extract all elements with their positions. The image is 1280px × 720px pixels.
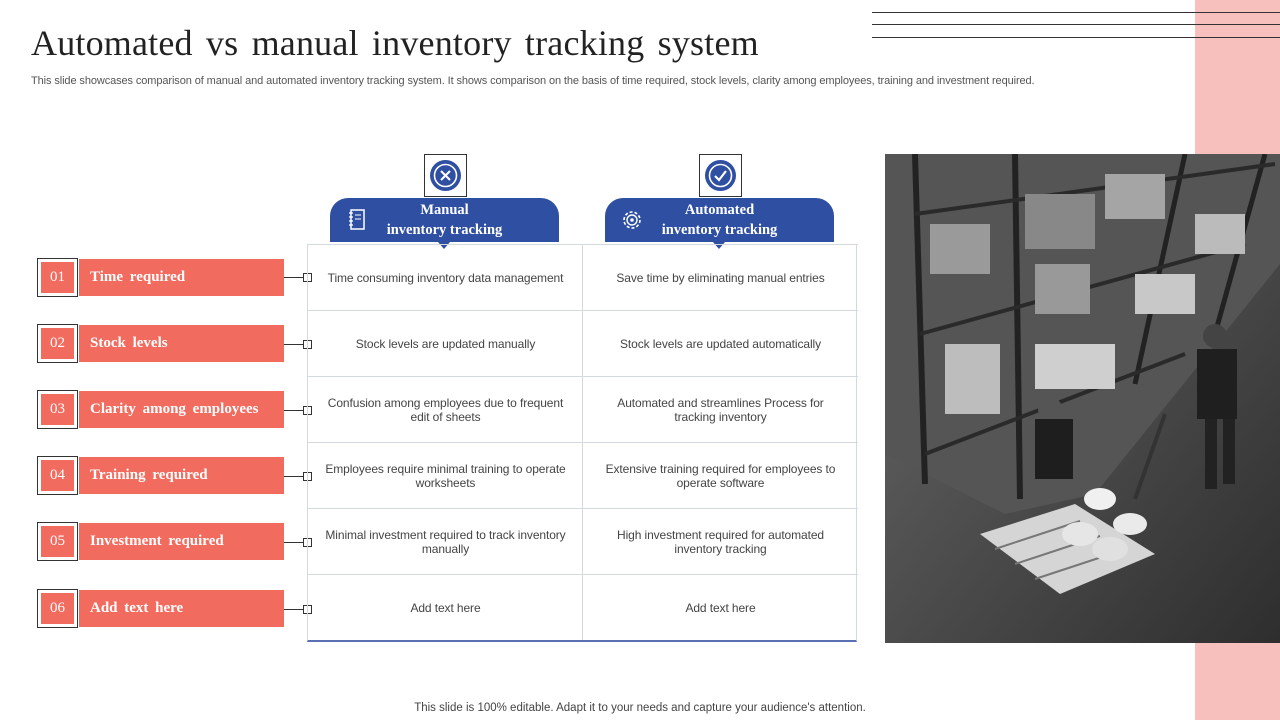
table-cell-automated: Stock levels are updated automatically [583, 310, 858, 376]
row-label-4 [37, 456, 284, 495]
connector-line [284, 542, 304, 543]
row-label-text: Stock levels [79, 325, 284, 362]
table-cell-manual: Time consuming inventory data management [308, 244, 583, 310]
table-cell-manual: Minimal investment required to track inventory manually [308, 508, 583, 574]
row-number: 04 [41, 460, 74, 491]
decor-line [872, 12, 1280, 13]
row-number-box [37, 258, 78, 297]
column-header-line2: inventory tracking [386, 222, 503, 238]
row-label-5 [37, 522, 284, 561]
connector-line [284, 609, 304, 610]
column-header-automated [605, 198, 834, 242]
row-label-6 [37, 589, 284, 628]
column-header-line1: Automated [684, 202, 755, 218]
table-cell-automated: Add text here [583, 574, 858, 640]
slide-title: Automated vs manual inventory tracking system [31, 23, 759, 63]
row-label-2 [37, 324, 284, 363]
column-header-manual [330, 198, 559, 242]
row-label-text: Time required [79, 259, 284, 296]
connector-line [284, 476, 304, 477]
row-number-box [37, 324, 78, 363]
row-label-text: Add text here [79, 590, 284, 627]
row-number: 05 [41, 526, 74, 557]
slide-footer: This slide is 100% editable. Adapt it to your needs and capture your audience's attention. [414, 702, 866, 714]
table-cell-manual: Stock levels are updated manually [308, 310, 583, 376]
row-number: 06 [41, 593, 74, 624]
decor-line [872, 24, 1280, 25]
connector-line [284, 277, 304, 278]
connector-line [284, 344, 304, 345]
row-label-1 [37, 258, 284, 297]
decor-line [872, 37, 1280, 38]
comparison-table [307, 244, 857, 642]
check-circle-icon [699, 154, 742, 197]
row-label-text: Training required [79, 457, 284, 494]
table-cell-automated: Extensive training required for employees to operate software [583, 442, 858, 508]
table-cell-manual: Confusion among employees due to frequent edit of sheets [308, 376, 583, 442]
x-circle-icon [424, 154, 467, 197]
row-label-text: Clarity among employees [79, 391, 284, 428]
row-number: 03 [41, 394, 74, 425]
slide-subtitle: This slide showcases comparison of manual and automated inventory tracking system. It shows comparison on the basis of time required, stock levels, clarity among employees, training and investment required. [31, 75, 1035, 87]
row-number: 02 [41, 328, 74, 359]
table-cell-manual: Employees require minimal training to operate worksheets [308, 442, 583, 508]
column-header-line2: inventory tracking [661, 222, 778, 238]
row-number-box [37, 522, 78, 561]
warehouse-photo [885, 154, 1280, 643]
row-label-3 [37, 390, 284, 429]
connector-line [284, 410, 304, 411]
table-cell-automated: Save time by eliminating manual entries [583, 244, 858, 310]
row-number-box [37, 456, 78, 495]
table-cell-automated: Automated and streamlines Process for tracking inventory [583, 376, 858, 442]
row-number-box [37, 390, 78, 429]
row-number-box [37, 589, 78, 628]
table-cell-manual: Add text here [308, 574, 583, 640]
row-number: 01 [41, 262, 74, 293]
table-cell-automated: High investment required for automated inventory tracking [583, 508, 858, 574]
column-header-line1: Manual [420, 202, 469, 218]
row-label-text: Investment required [79, 523, 284, 560]
